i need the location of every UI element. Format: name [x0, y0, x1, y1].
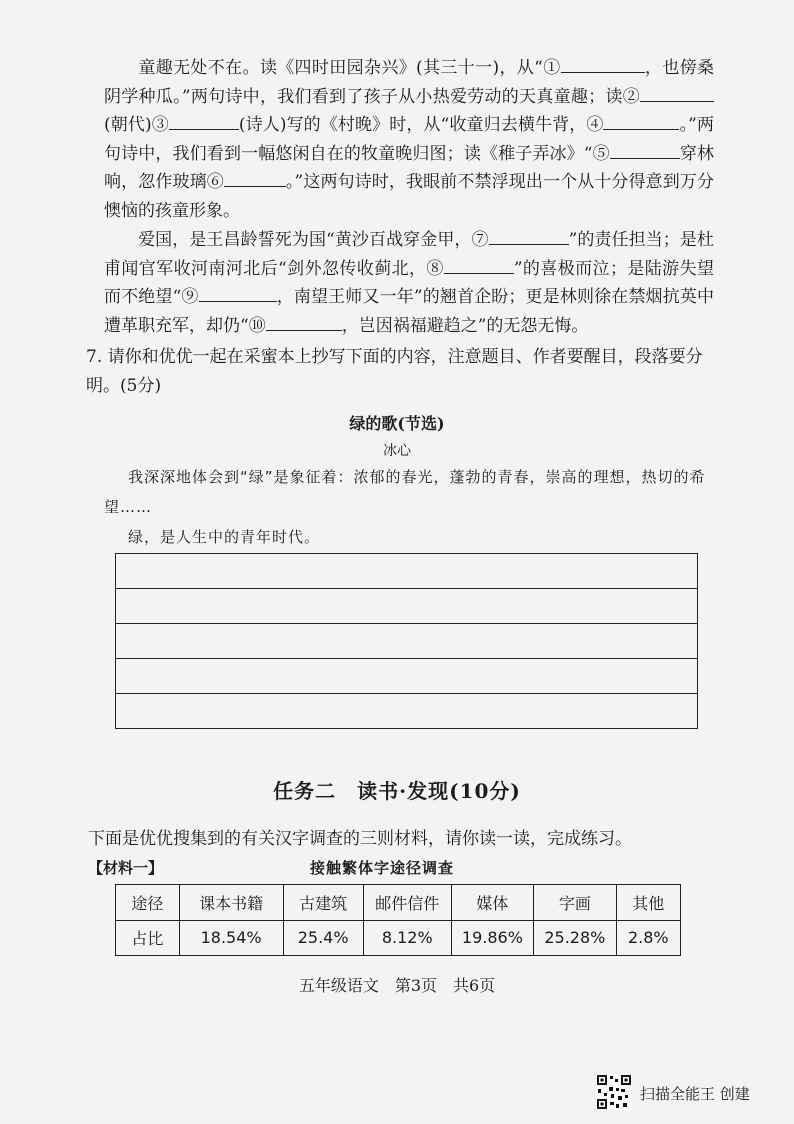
page-footer: 五年级语文 第3页 共6页	[298, 976, 496, 995]
table-cell: 25.28%	[534, 920, 616, 956]
para2-text-3: ”的喜极而泣；是陆游失望而不绝望“⑨	[104, 258, 714, 308]
writing-line	[116, 658, 697, 659]
blank-1[interactable]	[561, 55, 645, 73]
blank-4[interactable]	[603, 112, 679, 130]
para2-text-5: ，岂因祸福避趋之”的无怨无悔。	[341, 315, 589, 336]
table-cell: 媒体	[451, 885, 533, 921]
table-cell: 19.86%	[451, 920, 533, 956]
table-cell: 占比	[116, 920, 180, 956]
poem-fill-paragraph	[104, 54, 714, 226]
table-header-row	[116, 885, 681, 921]
table-cell: 邮件信件	[363, 885, 451, 921]
blank-2[interactable]	[640, 84, 714, 102]
blank-6[interactable]	[224, 169, 286, 187]
scanner-watermark-text: 扫描全能王 创建	[640, 1085, 750, 1103]
task2-heading: 任务二 读书·发现(10分)	[273, 779, 521, 803]
writing-line	[116, 588, 697, 589]
qr-code-icon	[596, 1074, 632, 1110]
task2-intro: 下面是优优搜集到的有关汉字调查的三则材料，请你读一读，完成练习。	[88, 829, 632, 849]
poem-author: 冰心	[383, 443, 411, 459]
blank-10[interactable]	[266, 313, 342, 331]
table-cell: 8.12%	[363, 920, 451, 956]
table-row	[116, 920, 681, 956]
table-cell: 字画	[534, 885, 616, 921]
copy-writing-box[interactable]	[115, 553, 698, 729]
poem-title: 绿的歌(节选)	[349, 414, 445, 433]
para2-text-1: 爱国，是王昌龄誓死为国“黄沙百战穿金甲，⑦	[138, 230, 489, 250]
para1-text-2: ，也傍桑阴学种瓜。”两句诗中，我们看到了孩子从小热爱劳动的天真童趣；读②	[104, 58, 714, 107]
para2-text-4: ，南望王师又一年”的翘首企盼；更是林则徐在禁烟抗英中遭革职充军，却仍“⑩	[104, 287, 714, 336]
para2-text-2: ”的责任担当；是杜甫闻官军收河南河北后“剑外忽传收蓟北，⑧	[104, 230, 714, 279]
writing-line	[116, 693, 697, 694]
para1-text-3: (朝代)③	[104, 115, 169, 136]
para1-text-6: 穿林响，忽作玻璃⑥	[104, 143, 714, 193]
blank-3[interactable]	[169, 112, 239, 130]
writing-line	[116, 623, 697, 624]
survey-table-title: 接触繁体字途径调查	[310, 859, 455, 877]
question-7: 7. 请你和优优一起在采蜜本上抄写下面的内容，注意题目、作者要醒目，段落要分明。(5分)	[86, 347, 703, 396]
table-cell: 18.54%	[179, 920, 283, 956]
para1-text-5: 。”两句诗中，我们看到一幅悠闲自在的牧童晚归图；读《稚子弄冰》“⑤	[104, 115, 714, 164]
poem-body	[104, 462, 714, 552]
para1-text-7: 。”这两句诗时，我眼前不禁浮现出一个从十分得意到万分懊恼的孩童形象。	[104, 172, 714, 221]
para1-text-4: (诗人)写的《村晚》时，从“收童归去横牛背，④	[238, 115, 604, 136]
table-cell: 2.8%	[616, 920, 680, 956]
patriot-fill-paragraph	[104, 226, 714, 340]
table-cell: 古建筑	[283, 885, 363, 921]
table-cell: 课本书籍	[179, 885, 283, 921]
blank-9[interactable]	[199, 284, 277, 302]
para1-text-1: 童趣无处不在。读《四时田园杂兴》(其三十一)，从“①	[138, 58, 561, 78]
blank-7[interactable]	[489, 227, 569, 245]
poem-line-1: 我深深地体会到“绿”是象征着：浓郁的春光，蓬勃的青春，崇高的理想，热切的希望……	[104, 468, 706, 516]
blank-5[interactable]	[610, 141, 680, 159]
table-cell: 25.4%	[283, 920, 363, 956]
table-cell: 途径	[116, 885, 180, 921]
material-1-label: 【材料一】	[88, 859, 164, 877]
blank-8[interactable]	[444, 256, 514, 274]
poem-line-2: 绿，是人生中的青年时代。	[128, 528, 321, 546]
table-cell: 其他	[616, 885, 680, 921]
survey-table	[115, 884, 681, 956]
